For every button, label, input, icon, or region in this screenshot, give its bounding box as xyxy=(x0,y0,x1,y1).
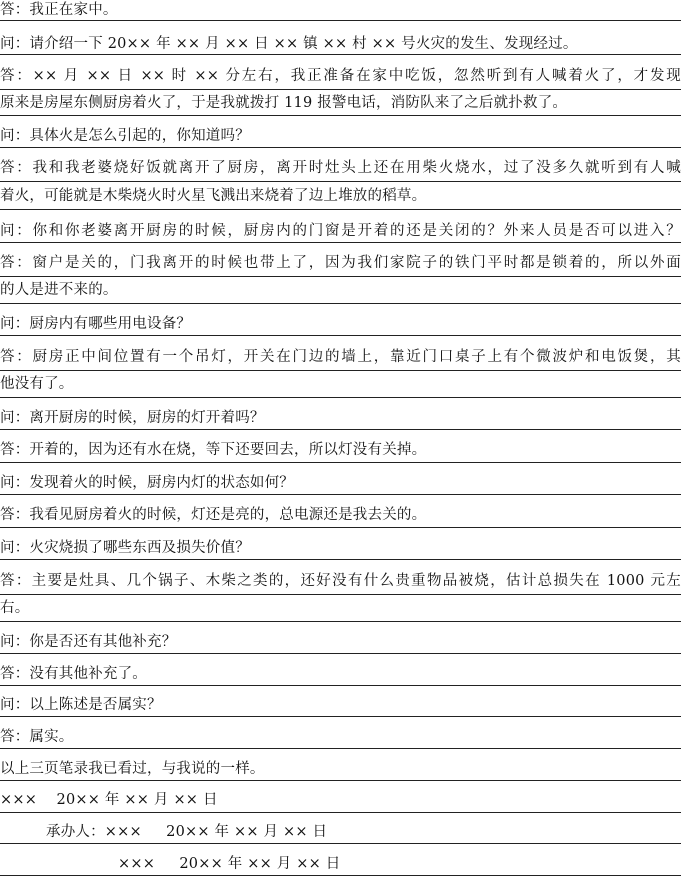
answer-line: 答：我和我老婆烧好饭就离开了厨房，离开时灶头上还在用柴火烧水，过了没多久就听到有人喊 xyxy=(0,160,681,176)
transcript-row xyxy=(0,629,681,654)
question-line: 问：你是否还有其他补充？ xyxy=(0,634,177,650)
transcript-row xyxy=(0,661,681,686)
question-line: 问：火灾烧损了哪些东西及损失价值？ xyxy=(0,540,250,556)
question-line: 问：厨房内有哪些用电设备？ xyxy=(0,316,192,332)
interviewee-signature-line: ××× 20×× 年 ×× 月 ×× 日 xyxy=(0,792,218,808)
answer-line: 答：主要是灶具、几个锅子、木柴之类的，还好没有什么贵重物品被烧，估计总损失在 1000 元左 xyxy=(0,573,681,589)
answer-line: 答：×× 月 ×× 日 ×× 时 ×× 分左右，我正准备在家中吃饭，忽然听到有人喊着火了，才发现 xyxy=(0,68,681,84)
question-line: 问：离开厨房的时候，厨房的灯开着吗？ xyxy=(0,410,265,426)
transcript-row xyxy=(0,724,681,749)
transcript-row xyxy=(0,33,681,55)
question-line: 问：以上陈述是否属实？ xyxy=(0,697,162,713)
transcript-row xyxy=(0,535,681,560)
answer-continuation-line: 着火，可能就是木柴烧火时火星飞溅出来烧着了边上堆放的稻草。 xyxy=(0,188,427,204)
transcript-row xyxy=(0,437,681,463)
transcript-row xyxy=(0,693,681,717)
question-line: 问：请介绍一下 20×× 年 ×× 月 ×× 日 ×× 镇 ×× 村 ×× 号火灾的发生、发现经过。 xyxy=(0,36,578,52)
transcript-row xyxy=(0,182,681,210)
transcript-row xyxy=(0,595,681,622)
answer-line: 答：我正在家中。 xyxy=(0,2,118,18)
recorder-signature-line: ××× 20×× 年 ×× 月 ×× 日 xyxy=(118,856,341,872)
transcript-row xyxy=(0,851,681,876)
transcript-row xyxy=(0,502,681,528)
transcript-row xyxy=(0,218,681,243)
transcript-row xyxy=(0,311,681,336)
transcript-row xyxy=(0,756,681,781)
answer-continuation-line: 右。 xyxy=(0,600,30,616)
officer-signature-line: 承办人：××× 20×× 年 ×× 月 ×× 日 xyxy=(46,824,328,840)
transcript-row xyxy=(0,371,681,398)
transcript-row xyxy=(0,63,681,90)
question-line: 问：你和你老婆离开厨房的时候，厨房内的门窗是开着的还是关闭的？外来人员是否可以进入？ xyxy=(0,223,681,239)
transcript-row xyxy=(0,155,681,182)
answer-line: 答：窗户是关的，门我离开的时候也带上了，因为我们家院子的铁门平时都是锁着的，所以外面 xyxy=(0,255,681,271)
confirmation-line: 以上三页笔录我已看过，与我说的一样。 xyxy=(0,761,265,777)
transcript-row xyxy=(0,90,681,116)
transcript-row xyxy=(0,405,681,430)
question-line: 问：发现着火的时候，厨房内灯的状态如何？ xyxy=(0,475,294,491)
answer-continuation-line: 他没有了。 xyxy=(0,376,74,392)
answer-line: 答：没有其他补充了。 xyxy=(0,666,147,682)
answer-line: 答：厨房正中间位置有一个吊灯，开关在门边的墙上，靠近门口桌子上有个微波炉和电饭煲，其 xyxy=(0,349,681,365)
transcript-row xyxy=(0,0,681,21)
transcript-row xyxy=(0,277,681,304)
answer-line: 答：属实。 xyxy=(0,729,74,745)
answer-continuation-line: 的人是进不来的。 xyxy=(0,282,118,298)
question-line: 问：具体火是怎么引起的，你知道吗？ xyxy=(0,128,250,144)
transcript-row xyxy=(0,787,681,813)
transcript-row xyxy=(0,470,681,495)
transcript-row xyxy=(0,819,681,844)
transcript-row xyxy=(0,567,681,595)
answer-continuation-line: 原来是房屋东侧厨房着火了，于是我就拨打 119 报警电话，消防队来了之后就扑救了。 xyxy=(0,95,568,111)
transcript-row xyxy=(0,250,681,277)
answer-line: 答：开着的，因为还有水在烧，等下还要回去，所以灯没有关掉。 xyxy=(0,442,427,458)
answer-line: 答：我看见厨房着火的时候，灯还是亮的，总电源还是我去关的。 xyxy=(0,507,427,523)
transcript-row xyxy=(0,124,681,148)
transcript-row xyxy=(0,343,681,371)
